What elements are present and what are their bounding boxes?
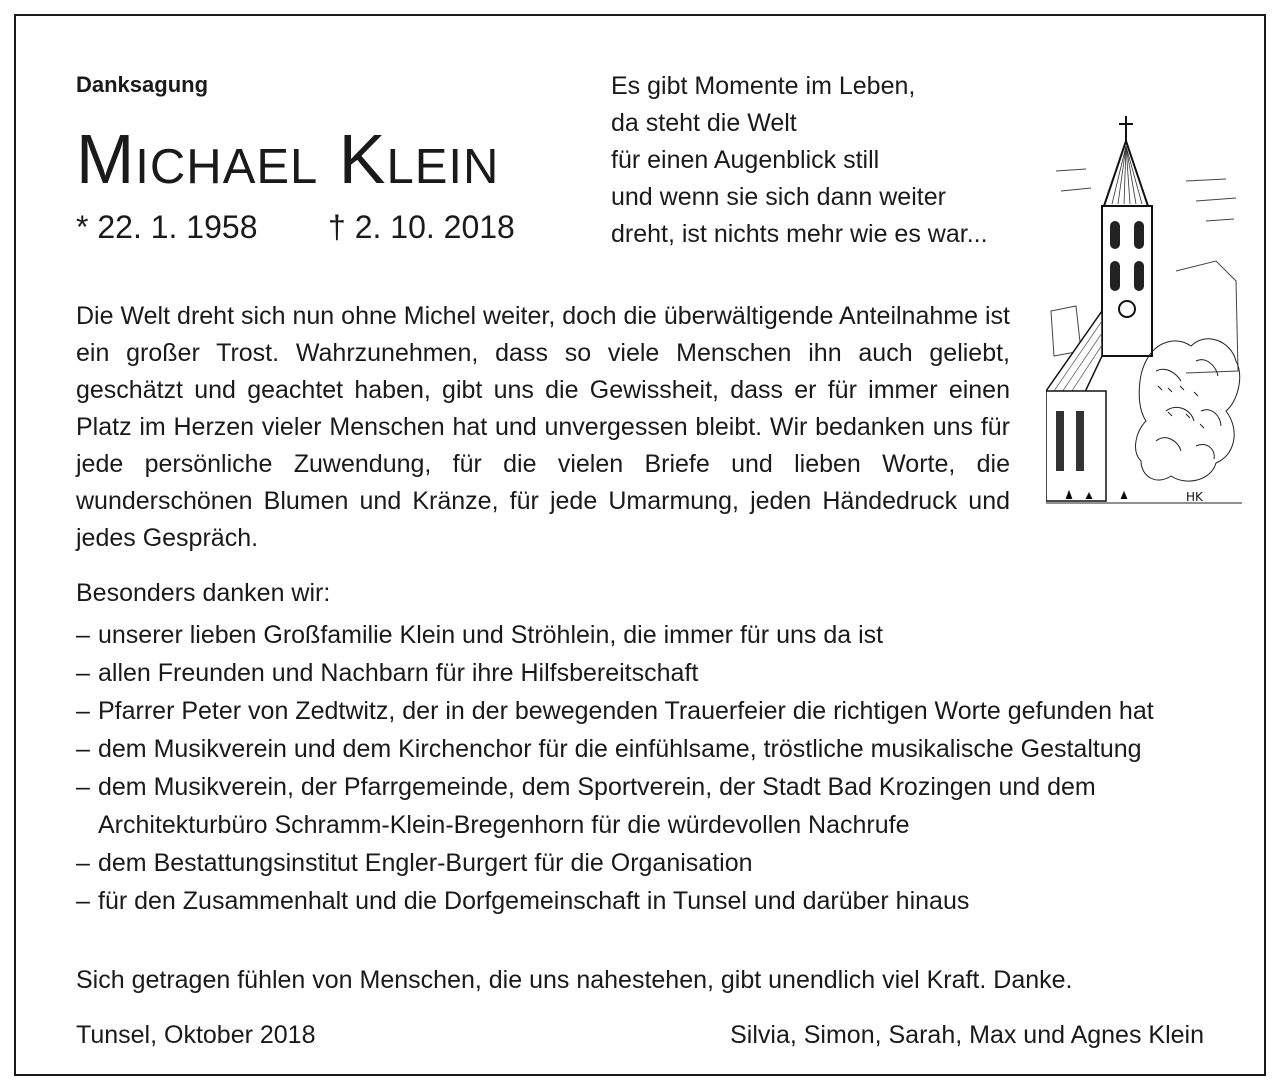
thanks-item: – unserer lieben Großfamilie Klein und Ströhlein, die immer für uns da ist [76,616,1256,654]
place-date: Tunsel, Oktober 2018 [76,1021,316,1049]
death-date: † 2. 10. 2018 [328,209,515,245]
obituary-notice [14,14,1266,1076]
thanks-item: – Pfarrer Peter von Zedtwitz, der in der bewegenden Trauerfeier die richtigen Worte gefunden hat [76,692,1256,730]
poem-line: für einen Augenblick still [611,146,880,174]
thanks-item: – dem Bestattungsinstitut Engler-Burgert für die Organisation [76,844,1256,882]
thanks-item: – dem Musikverein, der Pfarrgemeinde, dem Sportverein, der Stadt Bad Krozingen und dem Architekturbüro Schramm-Klein-Bregenhorn für die würdevollen Nachrufe [76,768,1256,844]
poem [611,68,988,253]
thanks-intro: Besonders danken wir: [76,579,331,607]
poem-line: und wenn sie sich dann weiter [611,183,946,211]
poem-line: dreht, ist nichts mehr wie es war... [611,220,988,248]
poem-line: da steht die Welt [611,109,797,137]
artist-monogram: HK [1186,490,1203,504]
birth-date: * 22. 1. 1958 [76,209,258,245]
body-paragraph: Die Welt dreht sich nun ohne Michel weiter, doch die überwältigende Anteilnahme ist ein großer Trost. Wahrzunehmen, dass so viele Menschen ihn auch geliebt, geschätzt und geachtet haben, gibt uns die Gewissheit, dass er für immer einen Platz im Herzen vieler Menschen hat und unvergessen bleibt. Wir bedanken uns für jede persönliche Zuwendung, für die vielen Briefe und lieben Worte, die wunderschönen Blumen und Kränze, für jede Umarmung, jeden Händedruck und jedes Gespräch. [76,302,1010,552]
thanks-item: – allen Freunden und Nachbarn für ihre Hilfsbereitschaft [76,654,1256,692]
thanks-item: – für den Zusammenhalt und die Dorfgemeinschaft in Tunsel und darüber hinaus [76,882,1256,920]
notice-label: Danksagung [76,72,209,97]
church-drawing-icon [1046,111,1242,521]
thanks-item: – dem Musikverein und dem Kirchenchor für die einfühlsame, tröstliche musikalische Gestaltung [76,730,1256,768]
closing-line: Sich getragen fühlen von Menschen, die uns nahestehen, gibt unendlich viel Kraft. Danke. [76,966,1073,994]
thanks-list [76,616,1256,920]
deceased-name: Michael Klein [76,120,500,198]
signers: Silvia, Simon, Sarah, Max und Agnes Klein [730,1021,1204,1049]
poem-line: Es gibt Momente im Leben, [611,72,916,100]
